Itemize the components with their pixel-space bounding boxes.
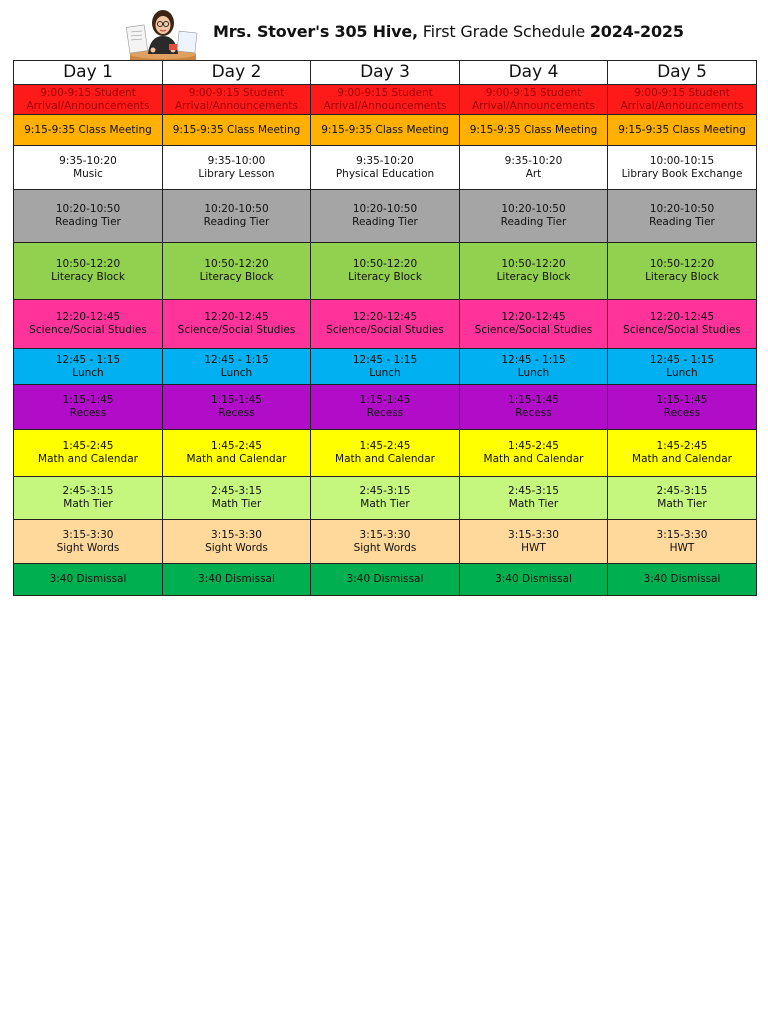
schedule-cell	[608, 190, 757, 243]
cell-time: 9:15-9:35 Class Meeting	[321, 123, 449, 136]
cell-time: 10:00-10:15	[649, 154, 715, 167]
cell-time: 3:15-3:30	[211, 528, 262, 541]
schedule-cell	[14, 385, 163, 430]
schedule-cell	[608, 115, 757, 146]
cell-time: 2:45-3:15	[359, 485, 411, 497]
cell-time: 2:45-3:15	[508, 485, 559, 497]
cell-activity: Reading Tier	[649, 216, 715, 228]
schedule-row	[14, 85, 757, 115]
schedule-cell	[460, 146, 608, 190]
cell-activity: Math Tier	[508, 498, 559, 510]
cell-time: 3:15-3:30	[62, 528, 114, 541]
schedule-cell	[608, 243, 757, 300]
schedule-row	[14, 243, 757, 300]
schedule-cell	[311, 430, 460, 477]
cell-activity: Recess	[515, 407, 552, 419]
cell-activity: Reading Tier	[500, 216, 567, 228]
cell-activity: Science/Social Studies	[29, 324, 147, 336]
cell-activity: Art	[525, 167, 542, 180]
day-header: Day 5	[608, 61, 757, 85]
cell-activity: Literacy Block	[645, 271, 719, 283]
schedule-cell	[163, 430, 311, 477]
cell-activity: Lunch	[369, 366, 401, 379]
cell-time: 9:15-9:35 Class Meeting	[24, 123, 152, 136]
cell-activity: Reading Tier	[203, 216, 270, 228]
cell-time: 10:20-10:50	[501, 203, 566, 215]
schedule-cell	[311, 190, 460, 243]
cell-activity: Math and Calendar	[38, 453, 138, 465]
cell-time: 12:45 - 1:15	[352, 353, 418, 366]
schedule-cell	[14, 430, 163, 477]
cell-time: 10:50-12:20	[649, 258, 715, 270]
cell-time: 9:35-10:20	[504, 154, 563, 167]
cell-activity: Arrival/Announcements	[620, 99, 744, 112]
schedule-cell	[608, 520, 757, 564]
cell-time: 9:00-9:15 Student	[188, 86, 285, 99]
cell-time: 10:50-12:20	[501, 258, 566, 270]
schedule-cell	[163, 146, 311, 190]
schedule-cell	[163, 520, 311, 564]
cell-time: 1:15-1:45	[508, 394, 559, 406]
cell-activity: Library Book Exchange	[621, 167, 743, 180]
cell-time: 9:00-9:15 Student	[485, 86, 582, 99]
cell-time: 9:15-9:35 Class Meeting	[469, 123, 598, 136]
cell-time: 10:50-12:20	[204, 258, 269, 270]
day-header: Day 4	[460, 61, 608, 85]
cell-time: 1:45-2:45	[211, 440, 262, 452]
schedule-cell	[163, 385, 311, 430]
cell-time: 12:20-12:45	[501, 311, 566, 323]
cell-activity: Arrival/Announcements	[174, 99, 299, 112]
schedule-cell	[608, 349, 757, 385]
schedule-cell	[311, 477, 460, 520]
cell-time: 2:45-3:15	[656, 485, 708, 497]
cell-time: 9:35-10:20	[59, 154, 117, 167]
cell-time: 12:45 - 1:15	[501, 353, 566, 366]
cell-activity: Sight Words	[56, 541, 120, 554]
schedule-cell	[311, 243, 460, 300]
schedule-table	[13, 60, 757, 596]
cell-time: 9:00-9:15 Student	[337, 86, 433, 99]
title-year: 2024-2025	[589, 22, 684, 41]
schedule-cell	[460, 85, 608, 115]
schedule-cell	[14, 477, 163, 520]
schedule-row	[14, 385, 757, 430]
cell-time: 10:50-12:20	[352, 258, 418, 270]
schedule-cell	[311, 520, 460, 564]
cell-activity: Math Tier	[63, 498, 113, 510]
schedule-row	[14, 349, 757, 385]
cell-time: 3:40 Dismissal	[346, 573, 424, 585]
title-grade: First Grade Schedule	[417, 22, 590, 41]
cell-time: 2:45-3:15	[62, 485, 114, 497]
page-header	[0, 0, 768, 60]
cell-time: 10:20-10:50	[204, 203, 269, 215]
schedule-cell	[608, 430, 757, 477]
cell-time: 12:20-12:45	[649, 311, 715, 323]
cell-time: 12:45 - 1:15	[649, 353, 715, 366]
schedule-cell	[163, 477, 311, 520]
schedule-cell	[311, 300, 460, 349]
cell-time: 3:15-3:30	[508, 528, 559, 541]
cell-activity: Math Tier	[360, 498, 410, 510]
cell-activity: Math and Calendar	[186, 453, 287, 465]
cell-activity: Literacy Block	[51, 271, 125, 283]
cell-time: 9:00-9:15 Student	[40, 86, 136, 99]
schedule-row	[14, 564, 757, 596]
day-header: Day 1	[14, 61, 163, 85]
schedule-cell	[460, 190, 608, 243]
cell-time: 12:20-12:45	[204, 311, 269, 323]
schedule-cell	[311, 85, 460, 115]
cell-activity: Math and Calendar	[483, 453, 584, 465]
cell-activity: Literacy Block	[348, 271, 422, 283]
schedule-cell	[14, 564, 163, 596]
schedule-row	[14, 190, 757, 243]
cell-activity: Arrival/Announcements	[323, 99, 447, 112]
schedule-row	[14, 477, 757, 520]
cell-activity: Science/Social Studies	[474, 324, 593, 336]
cell-time: 12:20-12:45	[55, 311, 121, 323]
schedule-cell	[14, 146, 163, 190]
schedule-cell	[460, 430, 608, 477]
cell-time: 9:15-9:35 Class Meeting	[172, 123, 301, 136]
schedule-cell	[311, 146, 460, 190]
schedule-cell	[460, 477, 608, 520]
schedule-row	[14, 430, 757, 477]
cell-time: 10:50-12:20	[55, 258, 121, 270]
cell-activity: Reading Tier	[55, 216, 121, 228]
schedule-cell	[608, 477, 757, 520]
schedule-cell	[14, 115, 163, 146]
schedule-cell	[163, 85, 311, 115]
cell-time: 1:45-2:45	[508, 440, 559, 452]
schedule-row	[14, 146, 757, 190]
schedule-cell	[608, 564, 757, 596]
schedule-cell	[460, 300, 608, 349]
schedule-cell	[14, 190, 163, 243]
cell-time: 1:15-1:45	[62, 394, 114, 406]
cell-time: 10:20-10:50	[649, 203, 715, 215]
schedule-cell	[460, 349, 608, 385]
cell-time: 1:15-1:45	[359, 394, 411, 406]
cell-time: 12:45 - 1:15	[204, 353, 269, 366]
cell-time: 3:40 Dismissal	[643, 573, 721, 585]
cell-activity: Sight Words	[353, 541, 417, 554]
cell-activity: Recess	[69, 407, 107, 419]
cell-activity: Arrival/Announcements	[26, 99, 150, 112]
cell-activity: HWT	[669, 541, 695, 554]
cell-time: 3:40 Dismissal	[198, 573, 275, 585]
cell-activity: Math Tier	[211, 498, 262, 510]
schedule-cell	[460, 385, 608, 430]
schedule-cell	[14, 300, 163, 349]
schedule-cell	[311, 385, 460, 430]
schedule-cell	[14, 85, 163, 115]
schedule-cell	[460, 564, 608, 596]
cell-time: 9:35-10:20	[356, 154, 414, 167]
cell-time: 12:45 - 1:15	[55, 353, 121, 366]
schedule-cell	[460, 115, 608, 146]
schedule-cell	[311, 349, 460, 385]
cell-time: 1:15-1:45	[211, 394, 262, 406]
cell-time: 3:15-3:30	[656, 528, 708, 541]
cell-activity: Literacy Block	[199, 271, 274, 283]
cell-time: 10:20-10:50	[55, 203, 121, 215]
schedule-cell	[163, 190, 311, 243]
cell-activity: Science/Social Studies	[623, 324, 741, 336]
cell-time: 9:35-10:00	[207, 154, 266, 167]
cell-activity: Library Lesson	[198, 167, 275, 180]
cell-activity: Reading Tier	[352, 216, 418, 228]
day-header: Day 2	[163, 61, 311, 85]
cell-activity: Recess	[663, 407, 701, 419]
schedule-row	[14, 520, 757, 564]
schedule-cell	[14, 520, 163, 564]
cell-activity: Lunch	[220, 366, 253, 379]
page-title	[213, 22, 684, 41]
schedule-cell	[608, 385, 757, 430]
schedule-cell	[163, 115, 311, 146]
schedule-cell	[163, 564, 311, 596]
cell-activity: Math and Calendar	[335, 453, 435, 465]
cell-activity: Literacy Block	[496, 271, 571, 283]
cell-activity: Math Tier	[657, 498, 707, 510]
schedule-cell	[608, 146, 757, 190]
cell-activity: Sight Words	[205, 541, 268, 554]
cell-time: 1:45-2:45	[359, 440, 411, 452]
cell-time: 9:00-9:15 Student	[634, 86, 730, 99]
schedule-cell	[460, 243, 608, 300]
cell-activity: Lunch	[666, 366, 698, 379]
cell-activity: Recess	[366, 407, 404, 419]
cell-time: 10:20-10:50	[352, 203, 418, 215]
cell-time: 3:15-3:30	[359, 528, 411, 541]
schedule-cell	[311, 115, 460, 146]
cell-time: 9:15-9:35 Class Meeting	[618, 123, 746, 136]
cell-time: 3:40 Dismissal	[495, 573, 572, 585]
schedule-row	[14, 300, 757, 349]
cell-time: 2:45-3:15	[211, 485, 262, 497]
day-header-row	[14, 61, 757, 85]
title-teacher: Mrs. Stover's 305 Hive,	[213, 22, 418, 41]
schedule-cell	[311, 564, 460, 596]
cell-activity: Math and Calendar	[632, 453, 732, 465]
cell-activity: Music	[73, 167, 103, 180]
cell-activity: Lunch	[72, 366, 104, 379]
schedule-cell	[163, 243, 311, 300]
cell-time: 1:15-1:45	[656, 394, 708, 406]
schedule-cell	[163, 300, 311, 349]
day-header: Day 3	[311, 61, 460, 85]
cell-activity: Lunch	[517, 366, 550, 379]
cell-activity: Science/Social Studies	[177, 324, 296, 336]
cell-time: 1:45-2:45	[656, 440, 708, 452]
cell-activity: Recess	[218, 407, 255, 419]
schedule-cell	[14, 349, 163, 385]
schedule-cell	[14, 243, 163, 300]
schedule-cell	[608, 300, 757, 349]
schedule-cell	[163, 349, 311, 385]
schedule-cell	[608, 85, 757, 115]
cell-time: 12:20-12:45	[352, 311, 418, 323]
cell-activity: Arrival/Announcements	[471, 99, 596, 112]
schedule-cell	[460, 520, 608, 564]
cell-activity: Science/Social Studies	[326, 324, 444, 336]
cell-activity: HWT	[521, 541, 546, 554]
cell-time: 3:40 Dismissal	[49, 573, 127, 585]
cell-activity: Physical Education	[335, 167, 435, 180]
cell-time: 1:45-2:45	[62, 440, 114, 452]
schedule-row	[14, 115, 757, 146]
